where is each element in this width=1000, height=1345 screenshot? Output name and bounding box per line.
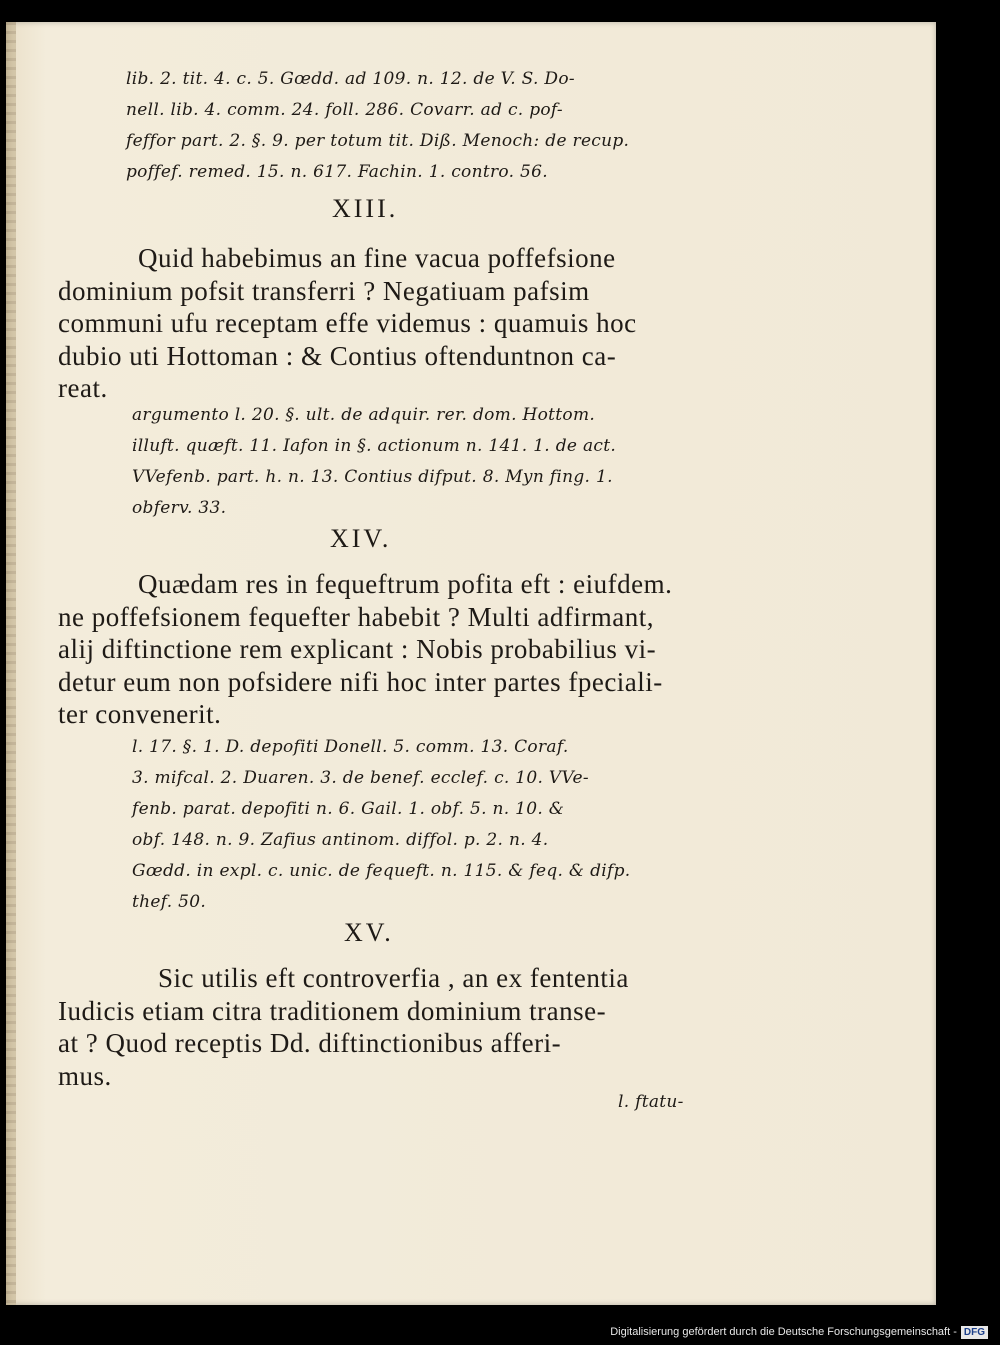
citation-line: illuft. quæft. 11. Iafon in §. actionum n. 141. 1. de act. [132, 436, 617, 456]
body-line: ne poffefsionem fequefter habebit ? Multi adfirmant, [58, 601, 655, 632]
body-line: dubio uti Hottoman : & Contius oftenduntnon ca- [58, 340, 617, 371]
body-line: ter convenerit. [58, 699, 222, 729]
section-body-xv [58, 962, 629, 1092]
citation-line: fenb. parat. depofiti n. 6. Gail. 1. obf. 5. n. 10. & [132, 799, 565, 819]
section-body-xiv [58, 568, 672, 731]
body-line: at ? Quod receptis Dd. diftinctionibus afferi- [58, 1028, 562, 1058]
book-page [6, 22, 936, 1305]
citation-line: nell. lib. 4. comm. 24. foll. 286. Covarr. ad c. pof- [126, 100, 563, 120]
citation-line: argumento l. 20. §. ult. de adquir. rer. dom. Hottom. [132, 405, 596, 425]
body-line: mus. [58, 1060, 112, 1091]
citation-line: poffef. remed. 15. n. 617. Fachin. 1. contro. 56. [126, 162, 548, 182]
body-line: alij diftinctione rem explicant : Nobis probabilius vi- [58, 634, 657, 664]
section-heading-xiii: XIII. [332, 194, 399, 223]
credit-text: Digitalisierung gefördert durch die Deutsche Forschungsgemeinschaft - [610, 1326, 957, 1338]
citation-block-intro [126, 64, 629, 188]
citation-line: 3. mifcal. 2. Duaren. 3. de benef. ecclef. c. 10. VVe- [132, 768, 589, 788]
page-binding-edge [6, 22, 16, 1305]
citation-block-xiv [132, 732, 630, 918]
catchword: l. ftatu- [618, 1092, 684, 1112]
citation-line: thef. 50. [132, 892, 207, 912]
body-line: reat. [58, 373, 108, 403]
citation-line: feffor part. 2. §. 9. per totum tit. Diß. Menoch: de recup. [126, 131, 630, 151]
citation-line: VVefenb. part. h. n. 13. Contius difput. 8. Myn fing. 1. [132, 467, 613, 487]
body-line: Sic utilis eft controverfia , an ex fententia [158, 963, 629, 993]
citation-block-xiii [132, 400, 616, 524]
body-line: communi ufu receptam effe videmus : quamuis hoc [58, 308, 637, 338]
digitization-credit [610, 1326, 988, 1339]
citation-line: lib. 2. tit. 4. c. 5. Gœdd. ad 109. n. 12. de V. S. Do- [126, 69, 575, 89]
citation-line: obferv. 33. [132, 498, 227, 518]
section-body-xiii [58, 242, 637, 405]
body-line: dominium pofsit transferri ? Negatiuam pafsim [58, 275, 590, 306]
citation-line: l. 17. §. 1. D. depofiti Donell. 5. comm. 13. Coraf. [132, 737, 569, 757]
citation-line: Gœdd. in expl. c. unic. de fequeft. n. 115. & feq. & difp. [132, 861, 631, 881]
citation-line: obf. 148. n. 9. Zafius antinom. diffol. p. 2. n. 4. [132, 830, 549, 850]
body-line: Iudicis etiam citra traditionem dominium transe- [58, 995, 607, 1026]
dfg-logo: DFG [961, 1326, 988, 1339]
body-line: Quædam res in fequeftrum pofita eft : eiufdem. [138, 569, 673, 599]
body-line: detur eum non pofsidere nifi hoc inter partes fpeciali- [58, 666, 663, 697]
section-heading-xv: XV. [344, 918, 394, 947]
section-heading-xiv: XIV. [330, 524, 392, 553]
body-line: Quid habebimus an fine vacua poffefsione [138, 243, 616, 273]
